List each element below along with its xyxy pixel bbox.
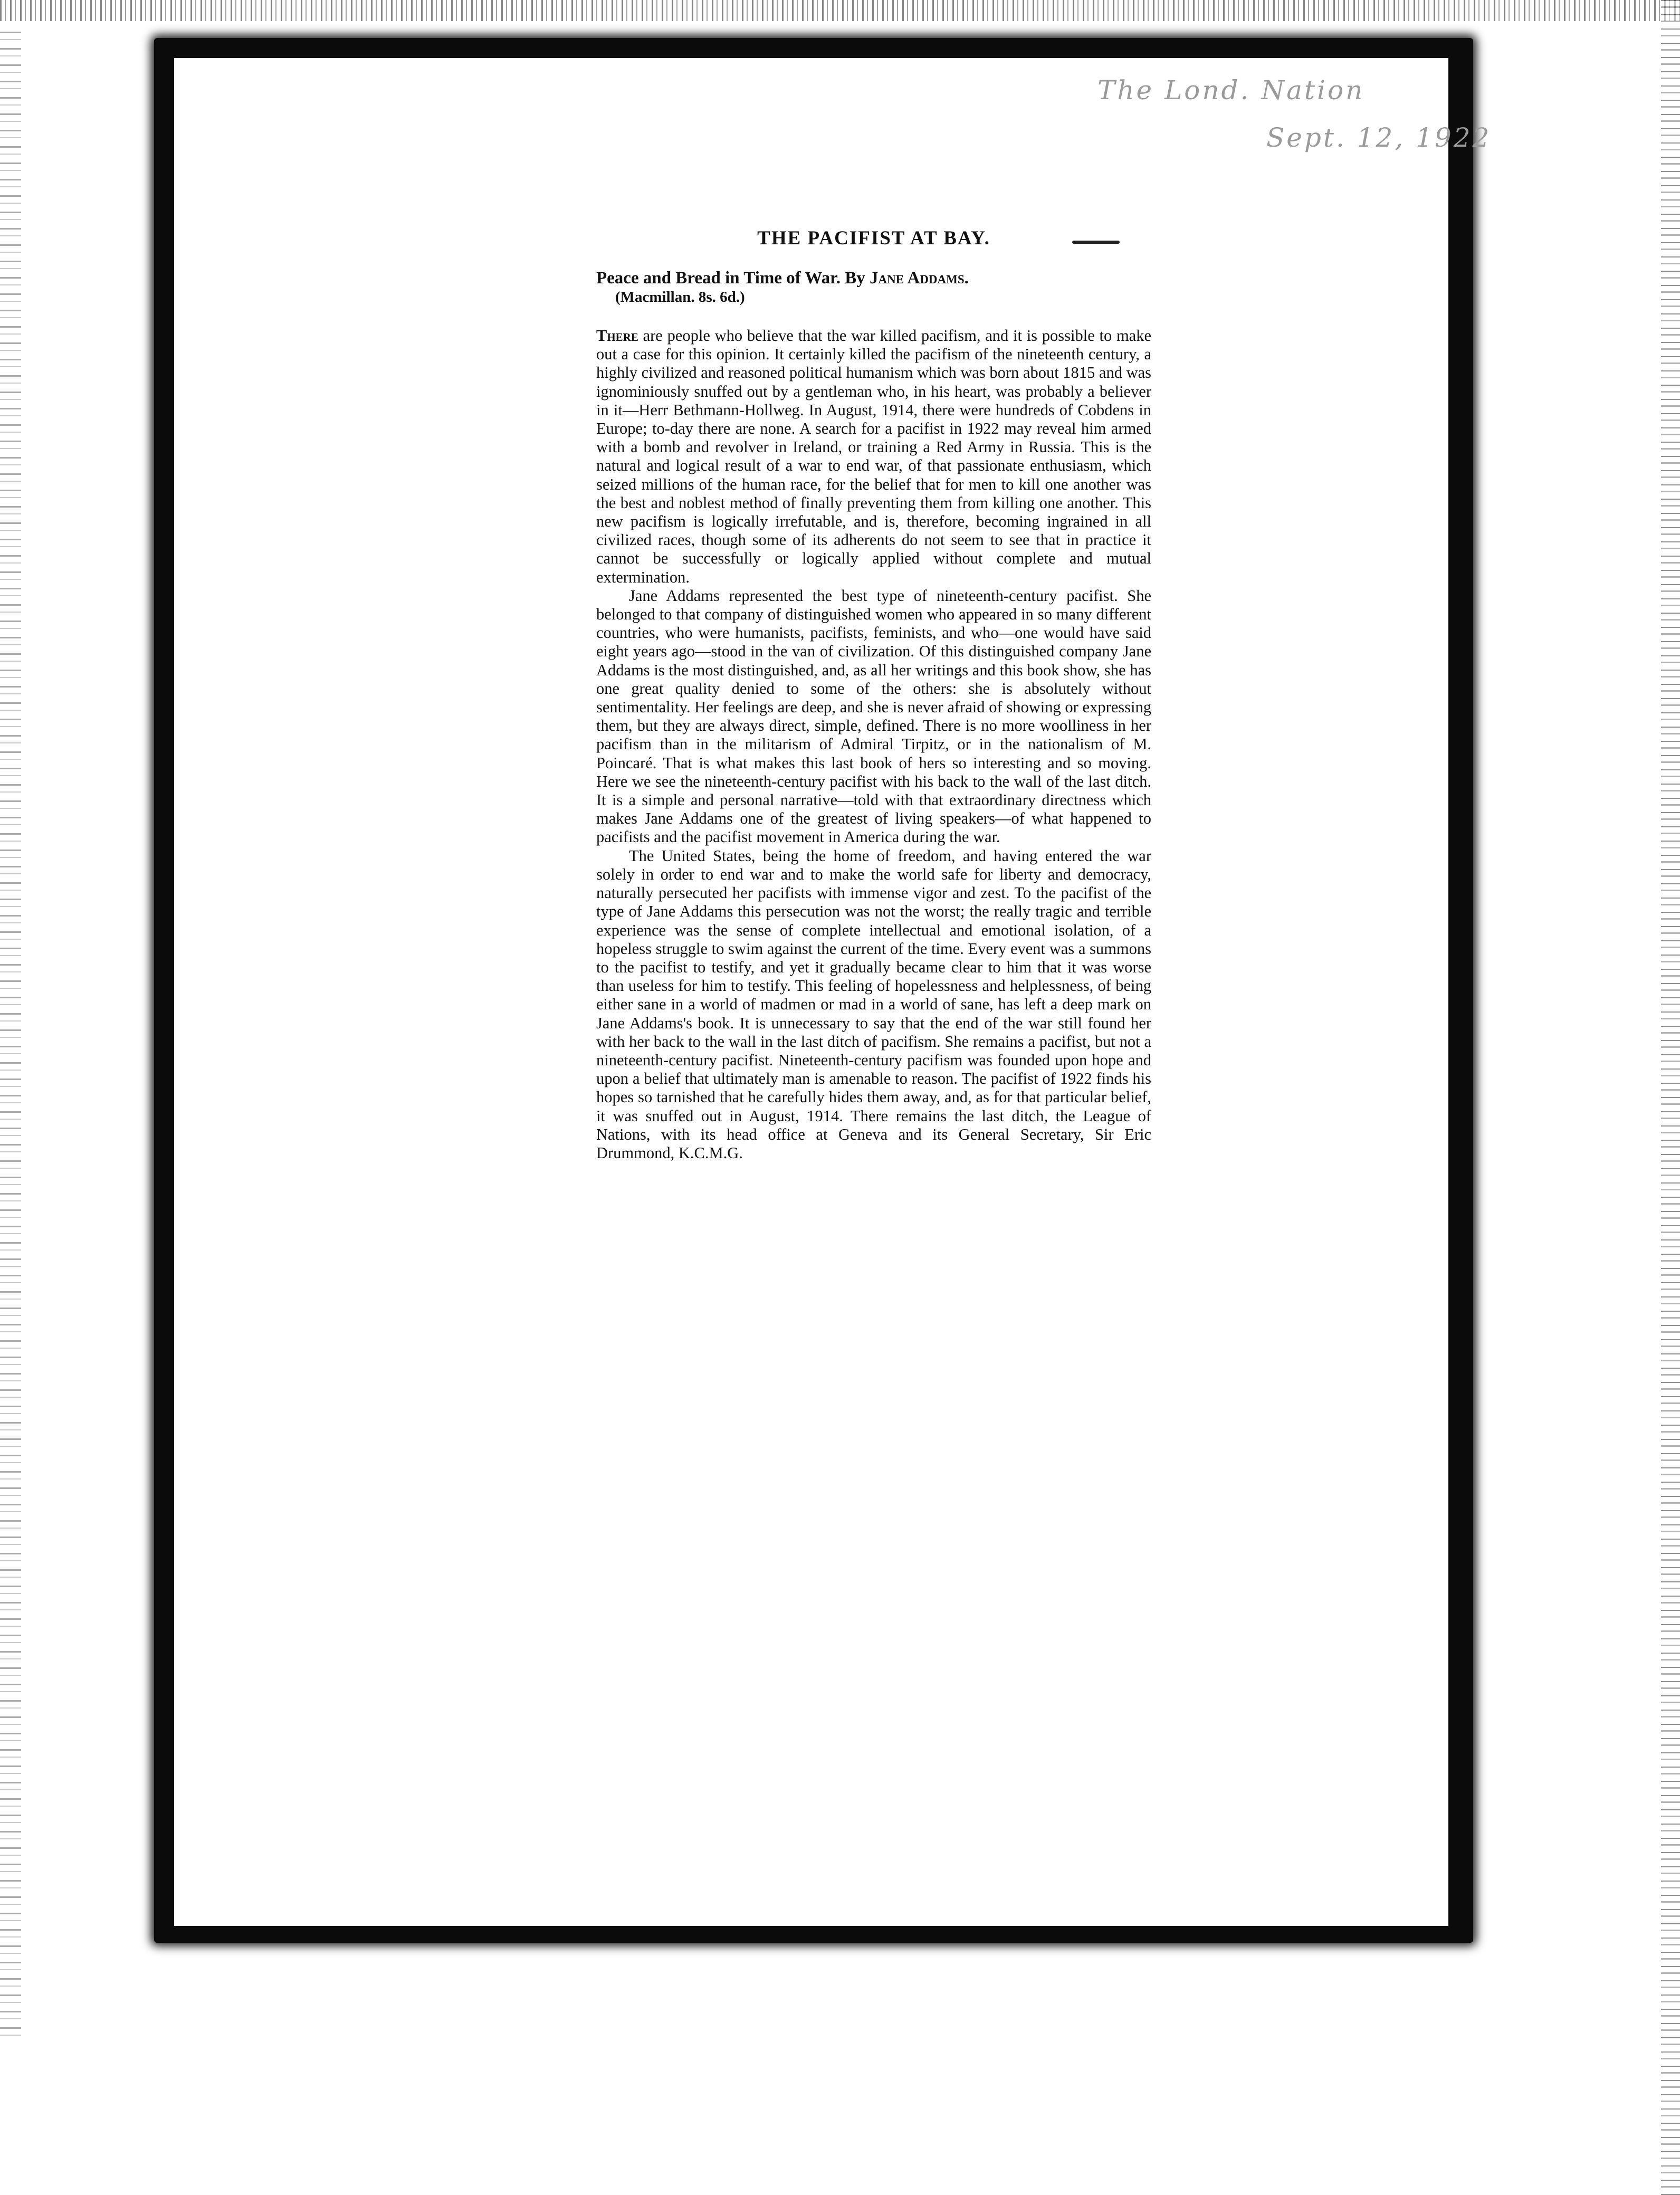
opening-word: There xyxy=(596,327,638,345)
review-publisher: (Macmillan. 8s. 6d.) xyxy=(615,289,745,306)
review-author: Jane Addams. xyxy=(869,269,969,288)
margin-scribble-source: The Lond. Nation xyxy=(1097,75,1365,106)
article-body xyxy=(596,327,1151,1162)
scan-noise-top xyxy=(0,0,1680,21)
paragraph-1 xyxy=(596,327,1151,587)
article-title-block xyxy=(596,227,1151,250)
review-book-title: Peace and Bread in Time of War. By xyxy=(596,269,865,288)
scan-noise-left xyxy=(0,32,21,2037)
article xyxy=(596,227,1151,1162)
review-heading xyxy=(596,269,1151,288)
paragraph-2: Jane Addams represented the best type of nineteenth-century pacifist. She belonged to that company of distinguished women who appeared in so many different countries, who were humanists, pacifists, feminists, and who—one would have said eight years ago—stood in the van of civilization. Of this distinguished company Jane Addams is the most distinguished, and, as all her writings and this book show, she has one great quality denied to some of the others: she is absolutely without sentimentality. Her feelings are deep, and she is never afraid of showing or expressing them, but they are always direct, simple, defined. There is no more woolliness in her pacifism than in the militarism of Admiral Tirpitz, or in the nationalism of M. Poincaré. That is what makes this last book of hers so interesting and so moving. Here we see the nineteenth-century pacifist with his back to the wall of the last ditch. It is a simple and personal narrative—told with that extraordinary directness which makes Jane Addams one of the greatest of living speakers—of what happened to pacifists and the pacifist movement in America during the war. xyxy=(596,586,1151,846)
scan-noise-right xyxy=(1661,0,1680,2195)
paragraph-3: The United States, being the home of freedom, and having entered the war solely in order to end war and to make the world safe for liberty and democracy, naturally persecuted her pacifists with immense vigor and zest. To the pacifist of the type of Jane Addams this persecution was not the worst; the really tragic and terrible experience was the sense of complete intellectual and emotional isolation, of a hopeless struggle to swim against the current of the time. Every event was a summons to the pacifist to testify, and yet it gradually became clear to him that it was worse than useless for him to testify. This feeling of hopelessness and helplessness, of being either sane in a world of madmen or mad in a world of sane, has left a deep mark on Jane Addams's book. It is unnecessary to say that the end of the war still found her with her back to the wall in the last ditch of pacifism. She remains a pacifist, but not a nineteenth-century pacifist. Nineteenth-century pacifism was founded upon hope and upon a belief that ultimately man is amenable to reason. The pacifist of 1922 finds his hopes so tarnished that he carefully hides them away, and, as for that particular belief, it was snuffed out in August, 1914. There remains the last ditch, the League of Nations, with its head office at Geneva and its General Secretary, Sir Eric Drummond, K.C.M.G. xyxy=(596,846,1151,1162)
title-underline-mark xyxy=(1072,241,1120,244)
article-title: THE PACIFIST AT BAY. xyxy=(757,227,990,249)
margin-scribble-date: Sept. 12, 1922 xyxy=(1266,122,1492,153)
paragraph-1-text: are people who believe that the war killed pacifism, and it is possible to make out a case for this opinion. It certainly killed the pacifism of the nineteenth century, a highly civilized and reasoned political humanism which was born about 1815 and was ignominiously snuffed out by a gentleman who, in his heart, was probably a believer in it—Herr Bethmann-Hollweg. In August, 1914, there were hundreds of Cobdens in Europe; to-day there are none. A search for a pacifist in 1922 may reveal him armed with a bomb and revolver in Ireland, or training a Red Army in Russia. This is the natural and logical result of a war to end war, of that passionate enthusiasm, which seized millions of the human race, for the belief that for men to kill one another was the best and noblest method of finally preventing them from killing one another. This new pacifism is logically irrefutable, and is, therefore, becoming ingrained in all civilized races, though some of its adherents do not seem to see that in practice it cannot be successfully or logically applied without complete and mutual extermination. xyxy=(596,327,1152,586)
